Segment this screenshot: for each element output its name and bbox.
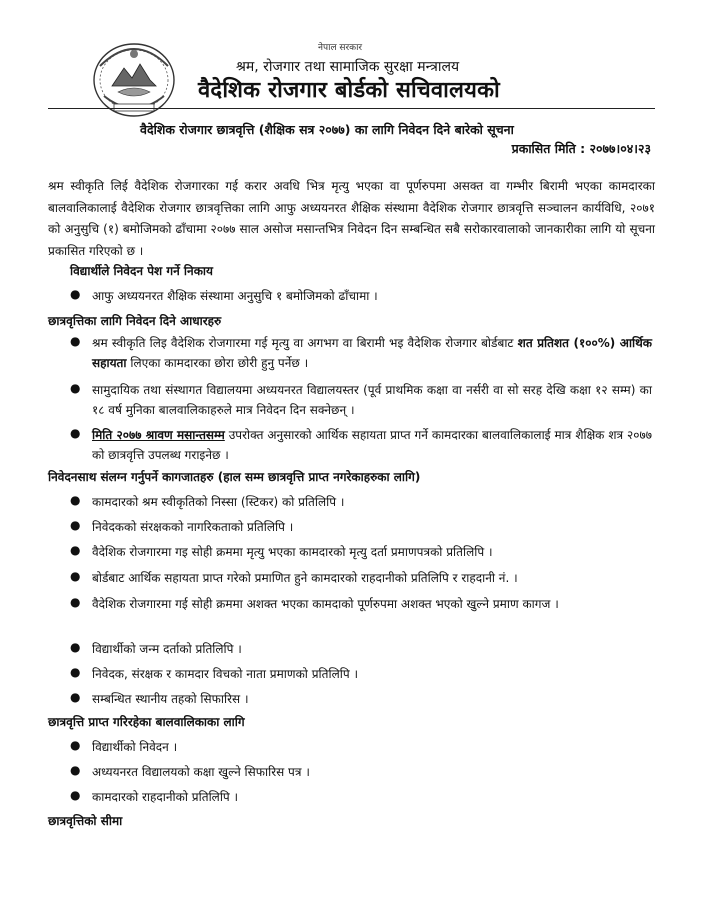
- section-title-scholarship-limit: छात्रवृत्तिको सीमा: [48, 814, 123, 828]
- section-title-submission-body: विद्यार्थीले निवेदन पेश गर्ने निकाय: [70, 264, 213, 278]
- list-item: कामदारको श्रम स्वीकृतिको निस्सा (स्टिकर) को प्रतिलिपि ।: [92, 495, 345, 509]
- bullet-icon: ●: [70, 493, 81, 507]
- ministry-name: श्रम, रोजगार तथा सामाजिक सुरक्षा मन्त्रालय: [236, 59, 460, 75]
- bullet-icon: ●: [70, 426, 81, 440]
- published-date: २०७७।०४।२३: [589, 141, 651, 156]
- list-item: वैदेशिक रोजगारमा गई सोही क्रममा अशक्त भएका कामदाको पूर्णरुपमा अशक्त भएको खुल्ने प्रमाण कागज ।: [92, 597, 559, 611]
- list-item: निवेदक, संरक्षक र कामदार विचको नाता प्रमाणको प्रतिलिपि ।: [92, 667, 359, 681]
- list-item: सामुदायिक तथा संस्थागत विद्यालयमा अध्ययनरत विद्यालयस्तर (पूर्व प्राथमिक कक्षा वा नर्सरी वा सो सरह देखि कक्षा १२ सम्म) का १८ वर्ष मुनिका बालवालिकाहरुले मात्र निवेदन दिन सक्नेछन् ।: [92, 383, 652, 417]
- bullet-icon: ●: [70, 595, 81, 609]
- eligibility-text-a: श्रम स्वीकृति लिइ वैदेशिक रोजगारमा गई मृत्यु वा अगभग वा बिरामी भइ वैदेशिक रोजगार बोर्डबाट: [92, 336, 518, 350]
- deadline-highlight: मिति २०७७ श्रावण मसान्तसम्म: [92, 428, 225, 442]
- section-title-current-recipients: छात्रवृत्ति प्राप्त गरिरहेका बालवालिकाका लागि: [48, 715, 245, 729]
- list-item: वैदेशिक रोजगारमा गइ सोही क्रममा मृत्यु भएका कामदारको मृत्यु दर्ता प्रमाणपत्रको प्रतिलिपि ।: [92, 545, 493, 559]
- header-divider: [48, 108, 655, 109]
- bullet-icon: ●: [70, 640, 81, 654]
- list-item: कामदारको राहदानीको प्रतिलिपि ।: [92, 790, 239, 804]
- list-item: बोर्डबाट आर्थिक सहायता प्राप्त गरेको प्रमाणित हुने कामदारको राहदानीको प्रतिलिपि र राहदानी नं. ।: [92, 571, 518, 585]
- bullet-icon: ●: [70, 738, 81, 752]
- bullet-icon: ●: [70, 788, 81, 802]
- board-name: वैदेशिक रोजगार बोर्डको सचिवालयको: [198, 78, 500, 103]
- eligibility-text-c: लिएका कामदारका छोरा छोरी हुनु पर्नेछ ।: [126, 355, 309, 370]
- bullet-icon: ●: [70, 334, 81, 348]
- published-label: प्रकासित मिति :: [511, 141, 586, 156]
- list-item: [92, 334, 652, 373]
- notice-subject: वैदेशिक रोजगार छात्रवृत्ति (शैक्षिक सत्र २०७७) का लागि निवेदन दिने बारेको सूचना: [140, 122, 514, 137]
- bullet-icon: ●: [70, 665, 81, 679]
- bullet-icon: ●: [70, 690, 81, 704]
- list-item: आफु अध्ययनरत शैक्षिक संस्थामा अनुसुचि १ बमोजिमको ढाँचामा ।: [92, 289, 378, 303]
- section-title-eligibility: छात्रवृत्तिका लागि निवेदन दिने आधारहरु: [48, 314, 222, 328]
- bullet-icon: ●: [70, 518, 81, 532]
- list-item: निवेदकको संरक्षकको नागरिकताको प्रतिलिपि ।: [92, 520, 294, 534]
- list-item: विद्यार्थीको जन्म दर्ताको प्रतिलिपि ।: [92, 642, 242, 656]
- bullet-icon: ●: [70, 569, 81, 583]
- list-item: सम्बन्धित स्थानीय तहको सिफारिस ।: [92, 692, 249, 706]
- section-title-documents: निवेदनसाथ संलग्न गर्नुपर्ने कागजातहरु (हाल सम्म छात्रवृत्ति प्राप्त नगरेकाहरुका लागि): [48, 470, 421, 484]
- list-item: [92, 426, 652, 465]
- bullet-icon: ●: [70, 543, 81, 557]
- bullet-icon: ●: [70, 381, 81, 395]
- bullet-icon: ●: [70, 287, 81, 301]
- published-date-line: [512, 140, 651, 157]
- government-label: नेपाल सरकार: [318, 43, 363, 53]
- full-assistance-highlight: शत प्रतिशत (१००%) आर्थिक सहायता: [92, 336, 653, 370]
- list-item: अध्ययनरत विद्यालयको कक्षा खुल्ने सिफारिस पत्र ।: [92, 765, 310, 779]
- deadline-text: उपरोक्त अनुसारको आर्थिक सहायता प्राप्त गर्ने कामदारका बालवालिकालाई मात्र शैक्षिक शत्र २०७७ को छात्रवृत्ति उपलब्ध गराइनेछ ।: [92, 428, 652, 462]
- list-item: विद्यार्थीको निवेदन ।: [92, 740, 178, 754]
- bullet-icon: ●: [70, 763, 81, 777]
- intro-paragraph: श्रम स्वीकृति लिई वैदेशिक रोजगारका गई करार अवधि भित्र मृत्यु भएका वा पूर्णरुपमा असक्त वा गम्भीर बिरामी भएका कामदारका बालवालिकालाई वैदेशिक रोजगार छात्रवृत्तिका लागि आफु अध्ययनरत शैक्षिक संस्थामा वैदेशिक रोजगार छात्रवृत्ति सञ्चालन कार्यविधि, २०७१ को अनुसुचि (१) बमोजिमको ढाँचामा २०७७ साल असोज मसान्तभित्र निवेदन दिन सम्बन्धित सबै सरोकारवालाको जानकारीका लागि यो सूचना प्रकासित गरिएको छ ।: [48, 179, 655, 258]
